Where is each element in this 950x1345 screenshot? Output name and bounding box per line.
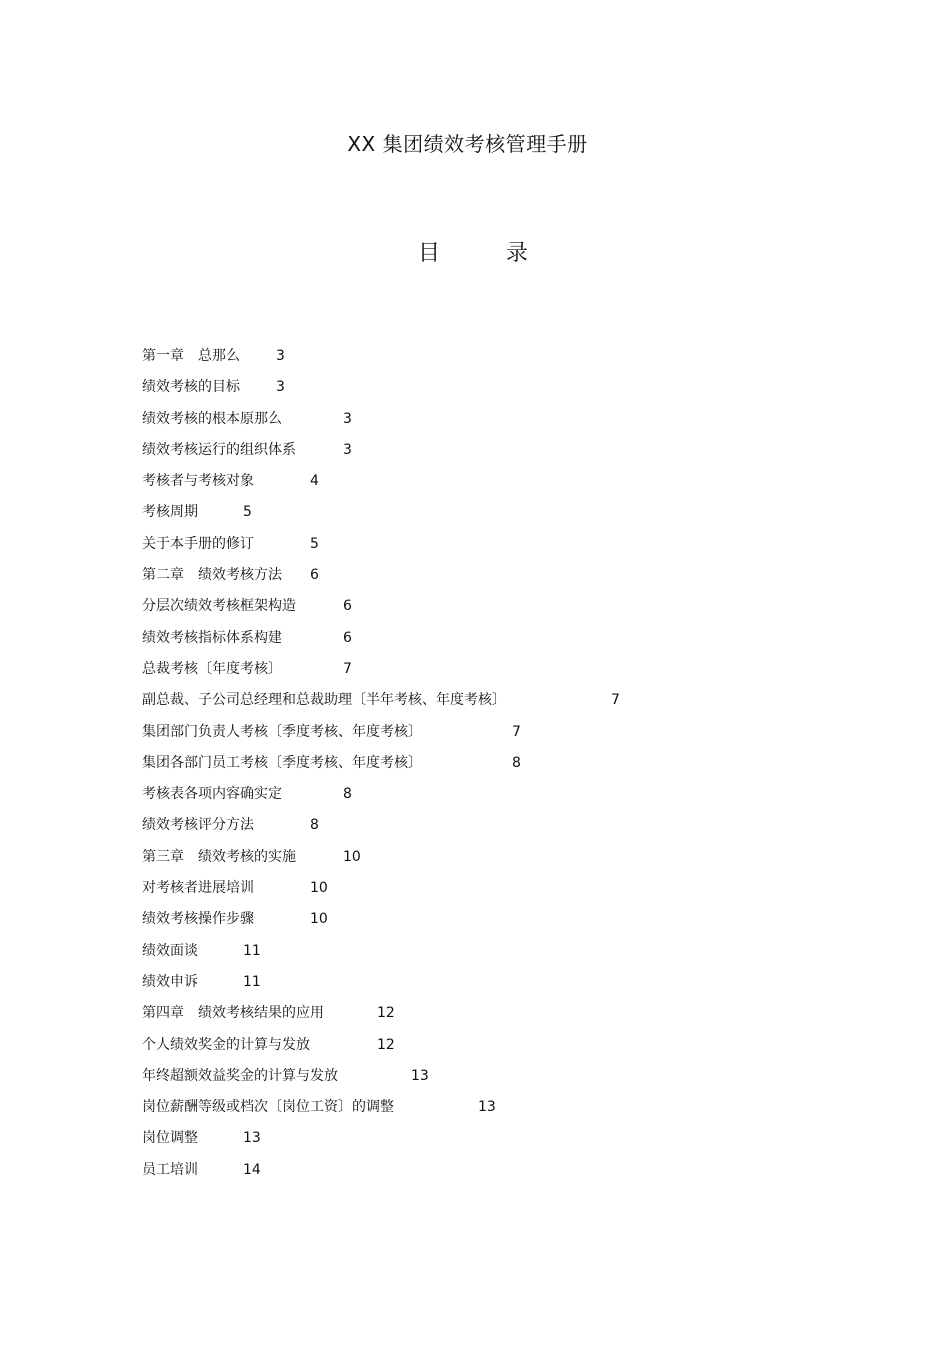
- toc-entry-text: 个人绩效奖金的计算与发放: [142, 1036, 310, 1053]
- toc-entry-text: 绩效考核操作步骤: [142, 911, 254, 928]
- toc-entry-text: 集团各部门员工考核〔季度考核、年度考核〕: [142, 754, 422, 771]
- toc-entry[interactable]: [142, 904, 620, 935]
- toc-heading: [0, 238, 950, 270]
- toc-entry-page: 3: [276, 379, 285, 396]
- toc-heading-char-1: 目: [418, 241, 441, 266]
- toc-entry-text: 考核周期: [142, 504, 198, 521]
- toc-entry[interactable]: [142, 998, 620, 1029]
- toc-entry-text: 绩效面谈: [142, 942, 198, 959]
- toc-entry-text: 绩效申诉: [142, 973, 198, 990]
- toc-entry[interactable]: [142, 529, 620, 560]
- toc-entry-text: 绩效考核的根本原那么: [142, 410, 282, 427]
- toc-entry[interactable]: [142, 717, 620, 748]
- toc-entry-text: 第四章 绩效考核结果的应用: [142, 1005, 324, 1022]
- toc-entry-page: 13: [411, 1067, 429, 1084]
- toc-entry[interactable]: [142, 1092, 620, 1123]
- toc-entry-page: 11: [243, 942, 261, 959]
- toc-entry-text: 分层次绩效考核框架构造: [142, 598, 296, 615]
- toc-entry[interactable]: [142, 967, 620, 998]
- toc-entry[interactable]: [142, 341, 620, 372]
- toc-entry[interactable]: [142, 623, 620, 654]
- toc-entry-text: 考核表各项内容确实定: [142, 786, 282, 803]
- toc-entry-text: 绩效考核指标体系构建: [142, 629, 282, 646]
- toc-entry-page: 3: [343, 441, 352, 458]
- toc-entry[interactable]: [142, 810, 620, 841]
- toc-entry-page: 3: [343, 410, 352, 427]
- toc-entry-text: 绩效考核运行的组织体系: [142, 441, 296, 458]
- toc-entry-page: 13: [478, 1099, 496, 1116]
- toc-entry[interactable]: [142, 404, 620, 435]
- table-of-contents: [142, 341, 620, 1186]
- toc-entry-text: 第三章 绩效考核的实施: [142, 848, 296, 865]
- toc-entry[interactable]: [142, 1030, 620, 1061]
- toc-entry-page: 7: [343, 660, 352, 677]
- toc-entry-page: 12: [377, 1036, 395, 1053]
- toc-entry[interactable]: [142, 1123, 620, 1154]
- toc-entry[interactable]: [142, 873, 620, 904]
- toc-entry-page: 5: [243, 504, 252, 521]
- toc-entry-page: 5: [310, 535, 319, 552]
- toc-entry[interactable]: [142, 685, 620, 716]
- toc-entry-page: 8: [310, 817, 319, 834]
- toc-entry-page: 7: [611, 692, 620, 709]
- toc-entry-text: 副总裁、子公司总经理和总裁助理〔半年考核、年度考核〕: [142, 692, 506, 709]
- toc-entry[interactable]: [142, 591, 620, 622]
- toc-entry[interactable]: [142, 466, 620, 497]
- toc-entry-page: 12: [377, 1005, 395, 1022]
- toc-entry-page: 14: [243, 1161, 261, 1178]
- toc-entry-text: 总裁考核〔年度考核〕: [142, 660, 282, 677]
- toc-entry-page: 10: [310, 911, 328, 928]
- toc-entry-text: 年终超额效益奖金的计算与发放: [142, 1067, 338, 1084]
- toc-entry[interactable]: [142, 842, 620, 873]
- toc-entry-text: 员工培训: [142, 1161, 198, 1178]
- toc-entry[interactable]: [142, 435, 620, 466]
- toc-entry[interactable]: [142, 748, 620, 779]
- toc-entry-text: 考核者与考核对象: [142, 473, 254, 490]
- toc-entry[interactable]: [142, 372, 620, 403]
- toc-entry-page: 6: [343, 598, 352, 615]
- document-title: XX 集团绩效考核管理手册: [347, 132, 588, 156]
- toc-entry[interactable]: [142, 779, 620, 810]
- toc-entry[interactable]: [142, 936, 620, 967]
- toc-entry-text: 绩效考核的目标: [142, 379, 240, 396]
- toc-entry-text: 对考核者进展培训: [142, 880, 254, 897]
- toc-entry-page: 4: [310, 473, 319, 490]
- toc-entry-text: 岗位调整: [142, 1130, 198, 1147]
- toc-entry[interactable]: [142, 560, 620, 591]
- toc-entry-page: 6: [343, 629, 352, 646]
- toc-entry-page: 11: [243, 973, 261, 990]
- toc-entry-text: 岗位薪酬等级或档次〔岗位工资〕的调整: [142, 1099, 394, 1116]
- toc-entry[interactable]: [142, 654, 620, 685]
- toc-entry-page: 13: [243, 1130, 261, 1147]
- toc-entry-page: 10: [310, 880, 328, 897]
- toc-entry-page: 6: [310, 567, 319, 584]
- toc-entry-text: 第二章 绩效考核方法: [142, 567, 282, 584]
- toc-entry-page: 8: [512, 754, 521, 771]
- toc-entry[interactable]: [142, 1155, 620, 1186]
- toc-entry-text: 关于本手册的修订: [142, 535, 254, 552]
- toc-heading-char-2: 录: [506, 241, 529, 266]
- toc-entry-text: 绩效考核评分方法: [142, 817, 254, 834]
- toc-entry-page: 3: [276, 348, 285, 364]
- toc-entry-page: 10: [343, 848, 361, 865]
- toc-entry-text: 第一章 总那么: [142, 348, 240, 364]
- toc-entry[interactable]: [142, 1061, 620, 1092]
- toc-entry-page: 8: [343, 786, 352, 803]
- toc-entry-text: 集团部门负责人考核〔季度考核、年度考核〕: [142, 723, 422, 740]
- toc-entry[interactable]: [142, 497, 620, 528]
- toc-entry-page: 7: [512, 723, 521, 740]
